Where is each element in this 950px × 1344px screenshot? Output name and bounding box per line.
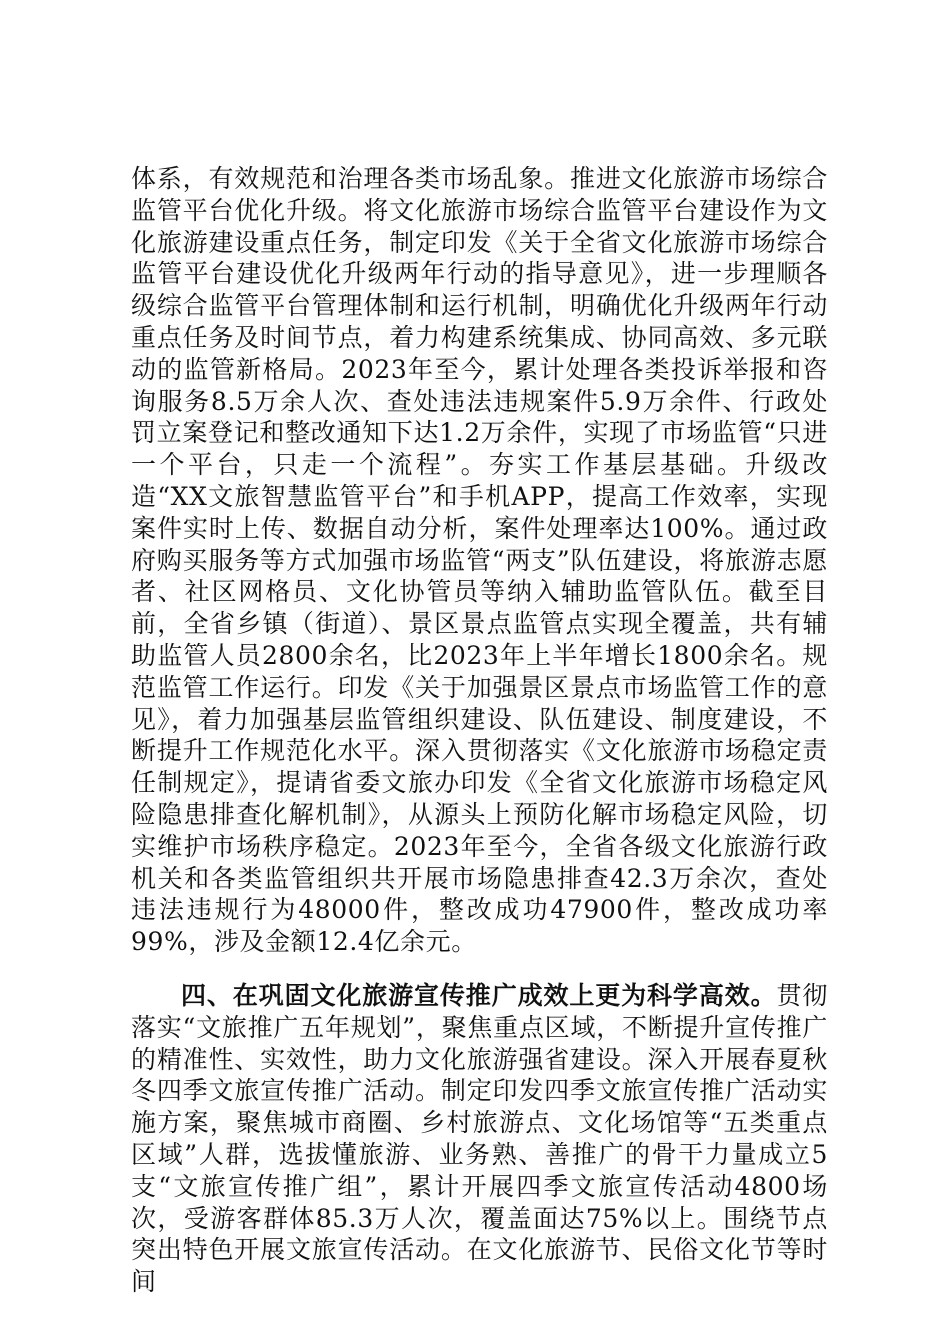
section-paragraph <box>131 980 828 1298</box>
paragraph-text: 体系，有效规范和治理各类市场乱象。推进文化旅游市场综合监管平台优化升级。将文化旅游市场综合监管平台建设作为文化旅游建设重点任务，制定印发《关于全省文化旅游市场综合监管平台建设优化升级两年行动的指导意见》，进一步理顺各级综合监管平台管理体制和运行机制，明确优化升级两年行动重点任务及时间节点，着力构建系统集成、协同高效、多元联动的监管新格局。2023年至今，累计处理各类投诉举报和咨询服务8.5万余人次、查处违法违规案件5.9万余件、行政处罚立案登记和整改通知下达1.2万余件，实现了市场监管“只进一个平台，只走一个流程”。夯实工作基层基础。升级改造“XX文旅智慧监管平台”和手机APP，提高工作效率，实现案件实时上传、数据自动分析，案件处理率达100%。通过政府购买服务等方式加强市场监管“两支”队伍建设，将旅游志愿者、社区网格员、文化协管员等纳入辅助监管队伍。截至目前，全省乡镇（街道）、景区景点监管点实现全覆盖，共有辅助监管人员2800余名，比2023年上半年增长1800余名。规范监管工作运行。印发《关于加强景区景点市场监管工作的意见》，着力加强基层监管组织建设、队伍建设、制度建设，不断提升工作规范化水平。深入贯彻落实《文化旅游市场稳定责任制规定》，提请省委文旅办印发《全省文化旅游市场稳定风险隐患排查化解机制》，从源头上预防化解市场稳定风险，切实维护市场秩序稳定。2023年至今，全省各级文化旅游行政机关和各类监管组织共开展市场隐患排查42.3万余次，查处违法违规行为48000件，整改成功47900件，整改成功率99%，涉及金额12.4亿余元。 <box>131 164 828 957</box>
section-heading: 四、在巩固文化旅游宣传推广成效上更为科学高效。 <box>181 980 777 1010</box>
body-paragraph <box>131 163 828 958</box>
document-body <box>131 163 828 1298</box>
paragraph-text: 贯彻落实“文旅推广五年规划”，聚焦重点区域，不断提升宣传推广的精准性、实效性，助力文化旅游强省建设。深入开展春夏秋冬四季文旅宣传推广活动。制定印发四季文旅宣传推广活动实施方案，聚焦城市商圈、乡村旅游点、文化场馆等“五类重点区域”人群，选拔懂旅游、业务熟、善推广的骨干力量成立5支“文旅宣传推广组”，累计开展四季文旅宣传活动4800场次，受游客群体85.3万人次，覆盖面达75%以上。围绕节点突出特色开展文旅宣传活动。在文化旅游节、民俗文化节等时间 <box>131 980 828 1297</box>
